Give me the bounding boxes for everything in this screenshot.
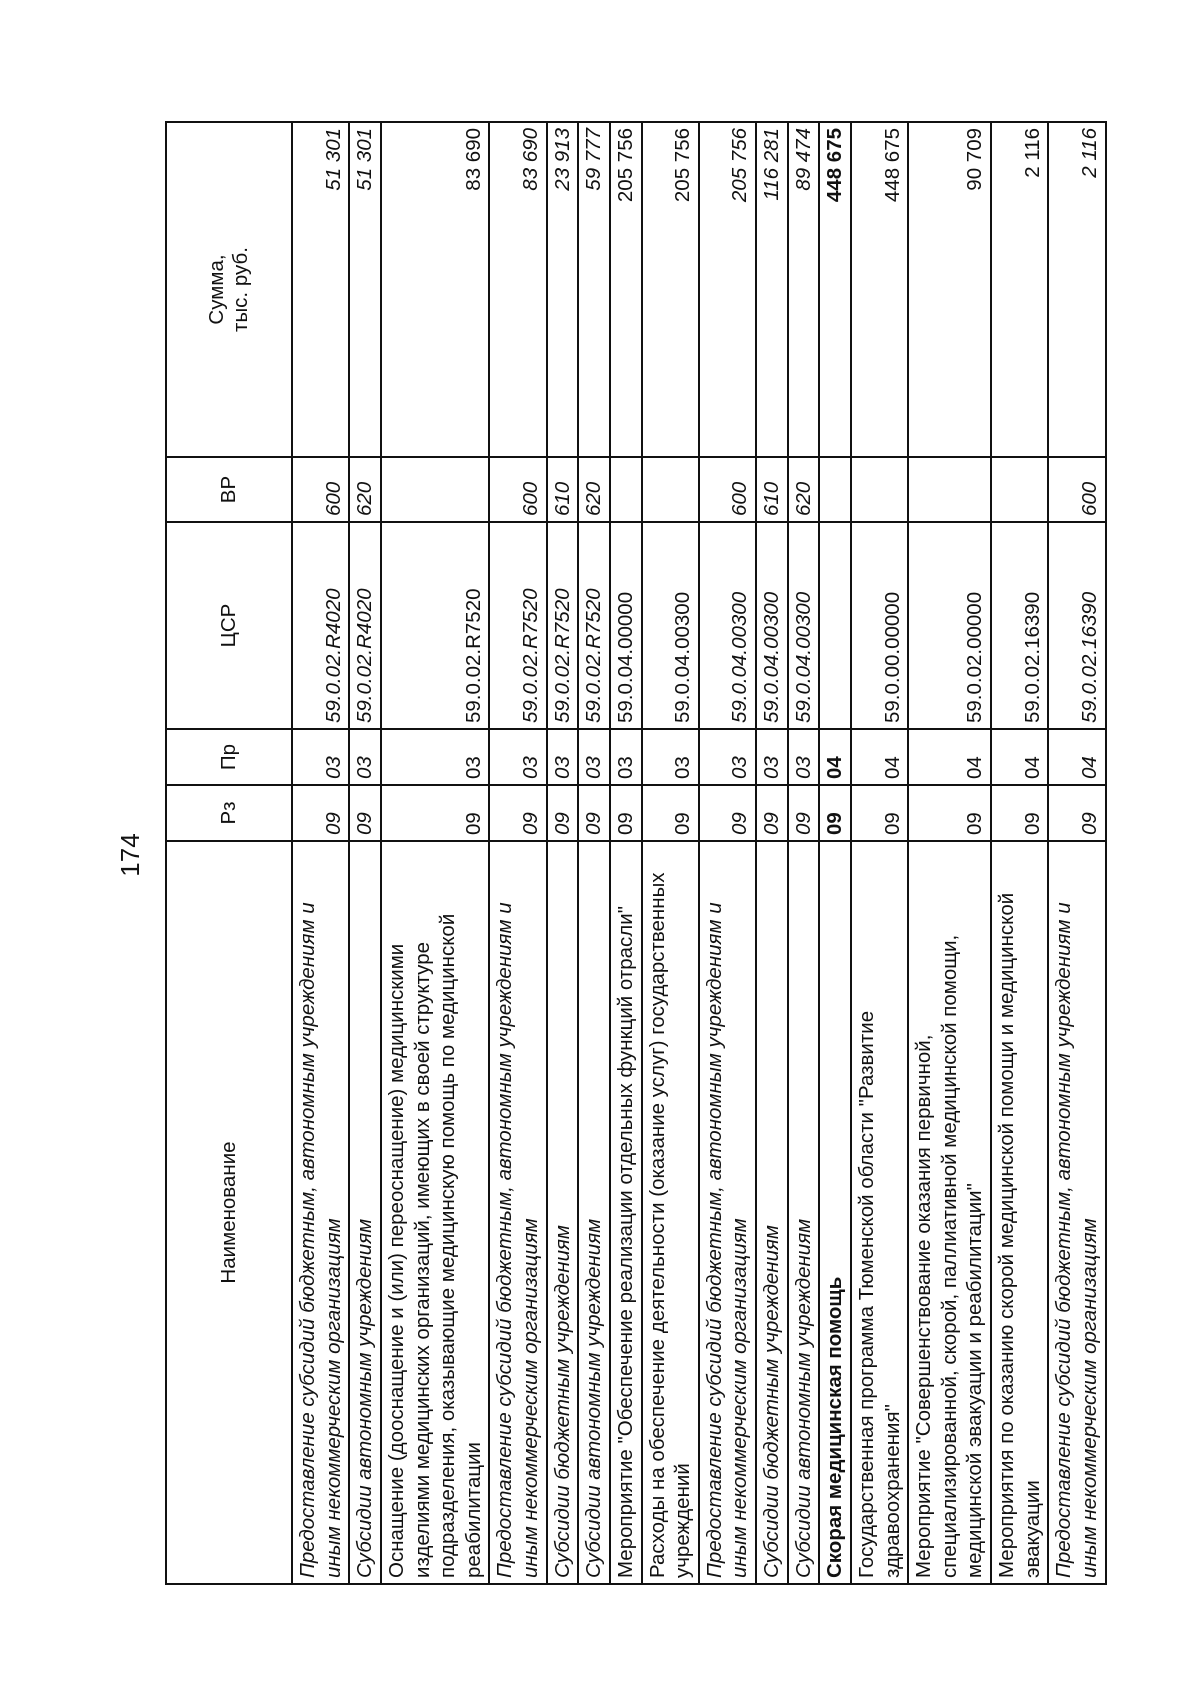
cell-pr: 03 (381, 729, 490, 785)
budget-table (165, 121, 1107, 1585)
cell-vr (908, 457, 991, 522)
cell-csr: 59.0.02.R7520 (489, 522, 546, 729)
table-row (547, 122, 579, 1584)
table-row (642, 122, 699, 1584)
cell-pr: 04 (819, 729, 851, 785)
rotated-page (110, 75, 1110, 1635)
cell-name: Скорая медицинская помощь (819, 841, 851, 1584)
cell-csr: 59.0.02.R4020 (292, 522, 349, 729)
cell-vr: 600 (699, 457, 756, 522)
cell-csr: 59.0.02.00000 (908, 522, 991, 729)
cell-name: Предоставление субсидий бюджетным, автономным учреждениям и иным некоммерческим организациям (292, 841, 349, 1584)
cell-rz: 09 (292, 785, 349, 841)
cell-vr (851, 457, 908, 522)
cell-name: Субсидии автономным учреждениям (349, 841, 381, 1584)
table-row (610, 122, 642, 1584)
cell-sum: 83 690 (489, 122, 546, 457)
cell-rz: 09 (1048, 785, 1105, 841)
cell-sum: 2 116 (1048, 122, 1105, 457)
table-body (292, 122, 1106, 1584)
cell-name: Предоставление субсидий бюджетным, автономным учреждениям и иным некоммерческим организациям (1048, 841, 1105, 1584)
cell-vr (819, 457, 851, 522)
cell-vr: 620 (578, 457, 610, 522)
cell-csr: 59.0.02.R7520 (547, 522, 579, 729)
cell-csr: 59.0.00.00000 (851, 522, 908, 729)
cell-rz: 09 (819, 785, 851, 841)
cell-vr (642, 457, 699, 522)
cell-vr: 620 (349, 457, 381, 522)
header-sum-line1: Сумма, (205, 254, 229, 325)
cell-rz: 09 (349, 785, 381, 841)
cell-name: Субсидии автономным учреждениям (788, 841, 820, 1584)
cell-pr: 04 (851, 729, 908, 785)
header-rz: Рз (166, 785, 292, 841)
cell-pr: 03 (489, 729, 546, 785)
table-row (991, 122, 1048, 1584)
table-row (578, 122, 610, 1584)
cell-csr: 59.0.02.16390 (991, 522, 1048, 729)
cell-sum: 116 281 (756, 122, 788, 457)
cell-sum: 51 301 (292, 122, 349, 457)
cell-rz: 09 (578, 785, 610, 841)
cell-vr: 610 (756, 457, 788, 522)
cell-name: Мероприятия по оказанию скорой медицинской помощи и медицинской эвакуации (991, 841, 1048, 1584)
cell-name: Государственная программа Тюменской области "Развитие здравоохранения" (851, 841, 908, 1584)
header-csr: ЦСР (166, 522, 292, 729)
header-name: Наименование (166, 841, 292, 1584)
header-sum (166, 122, 292, 457)
cell-pr: 03 (610, 729, 642, 785)
cell-rz: 09 (756, 785, 788, 841)
table-row (381, 122, 490, 1584)
cell-pr: 03 (547, 729, 579, 785)
cell-sum: 51 301 (349, 122, 381, 457)
cell-csr: 59.0.04.00300 (642, 522, 699, 729)
cell-pr: 03 (699, 729, 756, 785)
cell-pr: 03 (756, 729, 788, 785)
cell-rz: 09 (908, 785, 991, 841)
table-row (908, 122, 991, 1584)
table-row (756, 122, 788, 1584)
cell-name: Предоставление субсидий бюджетным, автономным учреждениям и иным некоммерческим организациям (699, 841, 756, 1584)
cell-pr: 04 (1048, 729, 1105, 785)
cell-rz: 09 (489, 785, 546, 841)
table-header-row (166, 122, 292, 1584)
cell-pr: 03 (642, 729, 699, 785)
cell-name: Субсидии автономным учреждениям (578, 841, 610, 1584)
cell-vr: 600 (292, 457, 349, 522)
cell-csr: 59.0.02.R7520 (578, 522, 610, 729)
table-row (788, 122, 820, 1584)
cell-vr: 620 (788, 457, 820, 522)
cell-name: Субсидии бюджетным учреждениям (756, 841, 788, 1584)
cell-csr: 59.0.04.00300 (699, 522, 756, 729)
cell-csr: 59.0.04.00300 (756, 522, 788, 729)
cell-rz: 09 (381, 785, 490, 841)
cell-sum: 2 116 (991, 122, 1048, 457)
cell-vr (991, 457, 1048, 522)
cell-sum: 205 756 (642, 122, 699, 457)
cell-csr: 59.0.02.R4020 (349, 522, 381, 729)
cell-vr: 600 (489, 457, 546, 522)
cell-rz: 09 (610, 785, 642, 841)
cell-rz: 09 (788, 785, 820, 841)
cell-name: Мероприятие "Обеспечение реализации отдельных функций отрасли" (610, 841, 642, 1584)
cell-sum: 448 675 (851, 122, 908, 457)
cell-sum: 448 675 (819, 122, 851, 457)
cell-vr (610, 457, 642, 522)
cell-rz: 09 (642, 785, 699, 841)
cell-csr: 59.0.04.00300 (788, 522, 820, 729)
cell-pr: 03 (578, 729, 610, 785)
table-row (349, 122, 381, 1584)
cell-sum: 89 474 (788, 122, 820, 457)
cell-name: Оснащение (дооснащение и (или) переоснащение) медицинскими изделиями медицинских организаций, имеющих в своей структуре подразделения, оказывающие медицинскую помощь по медицинской реабилитации (381, 841, 490, 1584)
cell-pr: 03 (788, 729, 820, 785)
cell-pr: 03 (292, 729, 349, 785)
cell-sum: 83 690 (381, 122, 490, 457)
cell-name: Расходы на обеспечение деятельности (оказание услуг) государственных учреждений (642, 841, 699, 1584)
cell-sum: 205 756 (610, 122, 642, 457)
header-sum-line2: тыс. руб. (229, 247, 252, 332)
cell-csr: 59.0.02.16390 (1048, 522, 1105, 729)
cell-csr: 59.0.04.00000 (610, 522, 642, 729)
header-vr: ВР (166, 457, 292, 522)
cell-csr (819, 522, 851, 729)
cell-rz: 09 (991, 785, 1048, 841)
cell-sum: 23 913 (547, 122, 579, 457)
table-row (1048, 122, 1105, 1584)
table-row (292, 122, 349, 1584)
cell-pr: 04 (991, 729, 1048, 785)
cell-pr: 04 (908, 729, 991, 785)
cell-rz: 09 (851, 785, 908, 841)
cell-sum: 90 709 (908, 122, 991, 457)
table-row (851, 122, 908, 1584)
cell-name: Субсидии бюджетным учреждениям (547, 841, 579, 1584)
cell-vr (381, 457, 490, 522)
cell-pr: 03 (349, 729, 381, 785)
table-row (699, 122, 756, 1584)
cell-name: Предоставление субсидий бюджетным, автономным учреждениям и иным некоммерческим организациям (489, 841, 546, 1584)
cell-sum: 59 777 (578, 122, 610, 457)
page-number: 174 (115, 833, 145, 877)
cell-rz: 09 (699, 785, 756, 841)
table-row (819, 122, 851, 1584)
cell-rz: 09 (547, 785, 579, 841)
header-pr: Пр (166, 729, 292, 785)
cell-csr: 59.0.02.R7520 (381, 522, 490, 729)
cell-sum: 205 756 (699, 122, 756, 457)
cell-name: Мероприятие "Совершенствование оказания первичной, специализированной, скорой, паллиативной медицинской помощи, медицинской эвакуации и реабилитации" (908, 841, 991, 1584)
cell-vr: 610 (547, 457, 579, 522)
table-row (489, 122, 546, 1584)
cell-vr: 600 (1048, 457, 1105, 522)
